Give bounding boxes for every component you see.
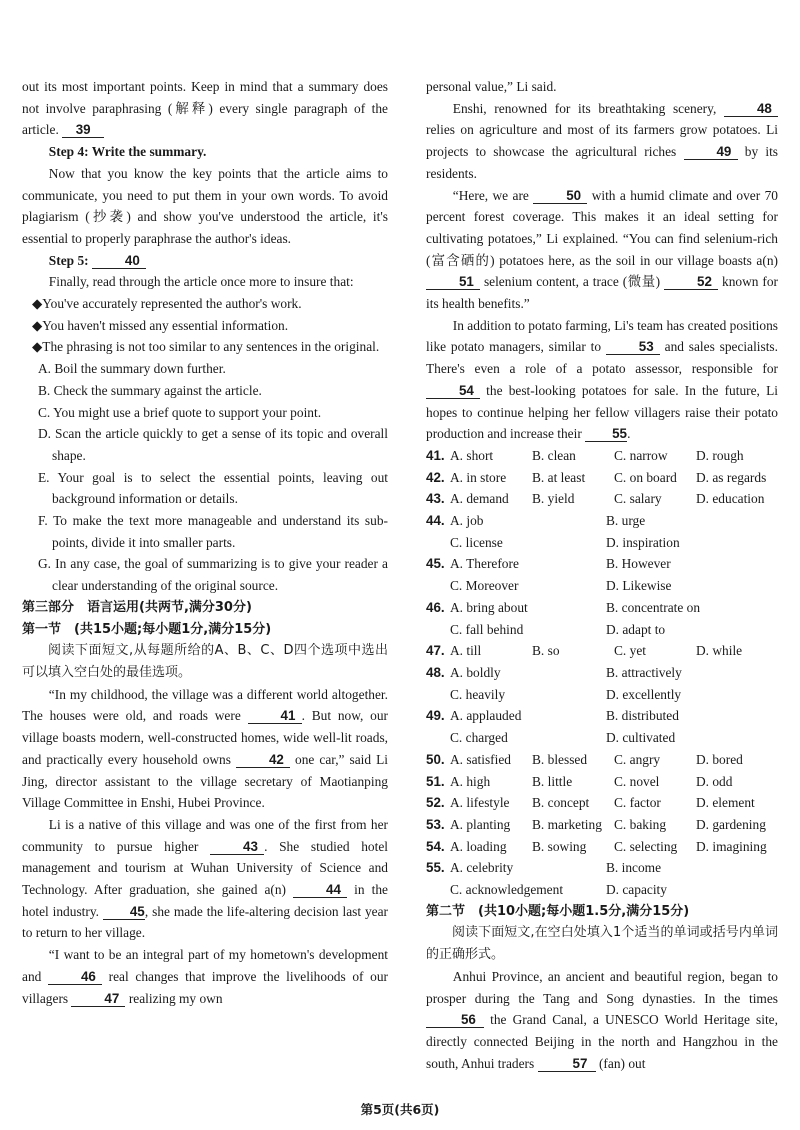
choice: B. urge — [606, 513, 646, 529]
text: “Here, we are — [452, 187, 529, 203]
question-number: 48. — [426, 664, 445, 680]
text: relies on agriculture and most of its farmers grow potatoes. Li projects to showcase the agricultural riches — [426, 122, 778, 160]
text: the best-looking potatoes for sale. In the future, Li hopes to continue helping her fellow villagers raise their potato production and increase their — [426, 382, 778, 442]
blank-49: 49 — [684, 144, 738, 160]
blank-47: 47 — [71, 991, 125, 1007]
choice: D. rough — [696, 447, 744, 463]
passage-paragraph — [22, 814, 388, 944]
question-number: 45. — [426, 556, 445, 572]
step4-heading: Step 4: Write the summary. — [48, 144, 207, 160]
text: out its most important points. Keep in mind that a summary does not involve paraphrasing (解释) every single paragraph of the article. — [22, 79, 388, 138]
choice: A. boldly — [450, 664, 501, 680]
mc-row — [426, 619, 778, 641]
blank-57: 57 — [538, 1056, 596, 1072]
blank-54: 54 — [426, 383, 480, 399]
mc-row — [426, 814, 778, 836]
choice: C. salary — [614, 491, 662, 507]
option-a: A. Boil the summary down further. — [38, 361, 226, 377]
blank-40: 40 — [92, 253, 146, 269]
choice: D. adapt to — [606, 621, 666, 637]
choice: A. planting — [450, 816, 511, 832]
mc-row — [426, 575, 778, 597]
question-number: 53. — [426, 816, 445, 832]
choice: C. yet — [614, 643, 646, 659]
choice: B. distributed — [606, 708, 679, 724]
step5-heading — [22, 250, 388, 272]
question-number: 54. — [426, 838, 445, 854]
page-number: 第5页(共6页) — [360, 1102, 440, 1117]
text: Anhui Province, an ancient and beautiful region, began to prosper during the Tang and Song dynasties. In the times — [426, 968, 778, 1006]
choice: D. element — [696, 795, 755, 811]
text: with a humid climate and over 70 percent forest coverage. This makes it an ideal setting for cultivating potatoes,” Li explained. “You can find selenium-rich (富含硒的) potatoes here, as the soil in our village boasts a(n) — [426, 187, 778, 268]
passage-paragraph — [426, 185, 778, 315]
choice: C. Moreover — [450, 578, 519, 594]
choice: A. satisfied — [450, 751, 511, 767]
choice: C. angry — [614, 751, 661, 767]
choice: A. bring about — [450, 599, 528, 615]
mc-row — [426, 684, 778, 706]
choice: A. applauded — [450, 708, 522, 724]
bullet-item: ◆You've accurately represented the author's work. — [32, 296, 302, 312]
choice: B. sowing — [532, 838, 587, 854]
text: real changes that improve the livelihoods of our villagers — [22, 968, 388, 1006]
choice: B. clean — [532, 447, 576, 463]
question-number: 55. — [426, 860, 445, 876]
choice: C. charged — [450, 730, 508, 746]
text: the Grand Canal, a UNESCO World Heritage site, directly connected Beijing in the north and Hangzhou in the south, Anhui traders — [426, 1012, 778, 1071]
text: Li is a native of this village and was one of the first from her community to pursue higher — [22, 816, 388, 854]
mc-row — [426, 857, 778, 879]
choice: C. acknowledgement — [450, 882, 564, 898]
choice: C. factor — [614, 795, 661, 811]
choice: D. odd — [696, 773, 733, 789]
text: by its residents. — [426, 144, 779, 181]
mc-row — [426, 532, 778, 554]
mc-row — [426, 662, 778, 684]
question-number: 52. — [426, 795, 445, 811]
text: “In my childhood, the village was a different world altogether. The houses were old, and roads were — [22, 686, 388, 724]
paragraph: Finally, read through the article once more to insure that: — [48, 274, 354, 290]
section1-heading: 第一节 (共15小题;每小题1分,满分15分) — [22, 621, 272, 637]
part3-heading: 第三部分 语言运用(共两节,满分30分) — [22, 599, 252, 615]
mc-row — [426, 467, 778, 489]
choice: D. capacity — [606, 882, 667, 898]
text: in the hotel industry. — [22, 882, 388, 919]
text: . — [627, 426, 631, 442]
choice: A. short — [450, 447, 494, 463]
question-number: 44. — [426, 513, 445, 529]
text: and sales specialists. There's even a role of a potato assessor, responsible for — [426, 339, 778, 377]
choice: D. cultivated — [606, 730, 676, 746]
choice: A. demand — [450, 491, 509, 507]
choice: D. imagining — [696, 838, 767, 854]
choice: A. in store — [450, 469, 507, 485]
passage-paragraph — [22, 684, 388, 814]
mc-row — [426, 445, 778, 467]
blank-41: 41 — [248, 708, 302, 724]
mc-row — [426, 553, 778, 575]
choice: B. at least — [532, 469, 586, 485]
option-f: F. To make the text more manageable and understand its sub-points, divide it into smaller parts. — [38, 513, 388, 550]
bullet-item: ◆You haven't missed any essential information. — [32, 317, 289, 333]
blank-39: 39 — [62, 122, 104, 138]
choice: D. as regards — [696, 469, 767, 485]
text: . She studied hotel management and tourism at Wuhan University of Science and Technology. After graduation, she gained a(n) — [22, 838, 388, 898]
choice: C. narrow — [614, 447, 668, 463]
question-number: 43. — [426, 491, 445, 507]
choice: B. However — [606, 556, 671, 572]
mc-row — [426, 792, 778, 814]
mc-row — [426, 771, 778, 793]
section1-instructions: 阅读下面短文,从每题所给的A、B、C、D四个选项中选出可以填入空白处的最佳选项。 — [22, 643, 388, 680]
choice: C. license — [450, 534, 503, 550]
text: Step 5: — [48, 252, 89, 268]
choice: A. Therefore — [450, 556, 519, 572]
choice: D. inspiration — [606, 534, 680, 550]
blank-45: 45 — [103, 904, 145, 920]
text: “I want to be an integral part of my hometown's development and — [22, 947, 388, 984]
passage-paragraph — [426, 966, 778, 1075]
mc-row — [426, 749, 778, 771]
passage-paragraph — [426, 98, 778, 185]
paragraph: Now that you know the key points that the article aims to communicate, you need to put them in your own words. To avoid plagiarism (抄袭) and show you've understood the article, it's essential to properly paraphrase the author's ideas. — [22, 165, 388, 246]
choice: C. selecting — [614, 838, 678, 854]
right-column — [426, 76, 778, 1074]
choice: D. education — [696, 491, 765, 507]
text: one car,” said Li Jing, director assistant to the village secretary of Maotianping Village Committee in Enshi, Hubei Province. — [22, 751, 388, 811]
mc-row — [426, 879, 778, 901]
option-g: G. In any case, the goal of summarizing is to give your reader a clear understanding of the original source. — [38, 556, 388, 594]
left-column — [22, 76, 388, 1009]
text: (fan) out — [598, 1055, 646, 1071]
blank-56: 56 — [426, 1012, 484, 1028]
choice: A. lifestyle — [450, 795, 510, 811]
question-number: 41. — [426, 447, 445, 463]
text: known for its health benefits.” — [426, 274, 778, 312]
option-b: B. Check the summary against the article. — [38, 382, 262, 398]
passage-paragraph — [22, 944, 388, 1009]
blank-51: 51 — [426, 274, 480, 290]
option-c: C. You might use a brief quote to support your point. — [38, 404, 322, 420]
choice: A. till — [450, 643, 482, 659]
choice: B. concentrate on — [606, 599, 701, 615]
choice: D. gardening — [696, 816, 766, 832]
mc-row — [426, 640, 778, 662]
blank-52: 52 — [664, 274, 718, 290]
mc-row — [426, 488, 778, 510]
text: In addition to potato farming, Li's team has created positions like potato managers, similar to — [426, 317, 778, 355]
blank-53: 53 — [606, 339, 660, 355]
mc-row — [426, 597, 778, 619]
text: Enshi, renowned for its breathtaking scenery, — [452, 100, 717, 116]
choice: B. marketing — [532, 816, 602, 832]
choice: B. attractively — [606, 664, 682, 680]
text: selenium content, a trace (微量) — [483, 274, 661, 290]
blank-55: 55 — [585, 426, 627, 442]
question-number: 47. — [426, 643, 445, 659]
choice: B. blessed — [532, 751, 588, 767]
choice: B. income — [606, 860, 662, 876]
mc-row — [426, 705, 778, 727]
option-d: D. Scan the article quickly to get a sense of its topic and overall shape. — [38, 426, 388, 463]
blank-43: 43 — [210, 839, 264, 855]
section2-heading: 第二节 (共10小题;每小题1.5分,满分15分) — [426, 903, 690, 919]
choice: A. loading — [450, 838, 507, 854]
mc-row — [426, 836, 778, 858]
choice: B. yield — [532, 491, 575, 507]
passage-paragraph — [426, 315, 778, 445]
blank-44: 44 — [293, 882, 347, 898]
blank-46: 46 — [48, 969, 102, 985]
text: , she made the life-altering decision last year to return to her village. — [22, 903, 388, 941]
passage-paragraph: personal value,” Li said. — [426, 79, 557, 94]
text: realizing my own — [128, 990, 223, 1006]
choice: C. on board — [614, 469, 677, 485]
section2-instructions: 阅读下面短文,在空白处填入1个适当的单词或括号内单词的正确形式。 — [426, 925, 778, 963]
choice: C. heavily — [450, 686, 506, 702]
choice: C. baking — [614, 816, 667, 832]
choice: D. Likewise — [606, 578, 672, 594]
choice: C. novel — [614, 773, 660, 789]
choice: D. excellently — [606, 686, 682, 702]
choice: A. job — [450, 513, 484, 529]
mc-row — [426, 727, 778, 749]
choice: C. fall behind — [450, 621, 524, 637]
choice: B. little — [532, 773, 573, 789]
bullet-item: ◆The phrasing is not too similar to any sentences in the original. — [32, 339, 380, 355]
choice: A. celebrity — [450, 860, 514, 876]
option-e: E. Your goal is to select the essential points, leaving out background information or details. — [38, 469, 388, 507]
choice: A. high — [450, 773, 491, 789]
blank-42: 42 — [236, 752, 290, 768]
text: . But now, our village boasts modern, well-constructed homes, wide well-lit roads, and practically every household owns — [22, 708, 388, 767]
paragraph — [22, 76, 388, 141]
question-number: 49. — [426, 708, 445, 724]
choice: B. so — [532, 643, 560, 659]
mc-row — [426, 510, 778, 532]
blank-48: 48 — [724, 101, 778, 117]
blank-50: 50 — [533, 188, 587, 204]
question-number: 46. — [426, 599, 445, 615]
choice: D. bored — [696, 751, 743, 767]
choice: B. concept — [532, 795, 590, 811]
question-number: 42. — [426, 469, 445, 485]
question-number: 50. — [426, 751, 445, 767]
question-number: 51. — [426, 773, 445, 789]
choice: D. while — [696, 643, 743, 659]
